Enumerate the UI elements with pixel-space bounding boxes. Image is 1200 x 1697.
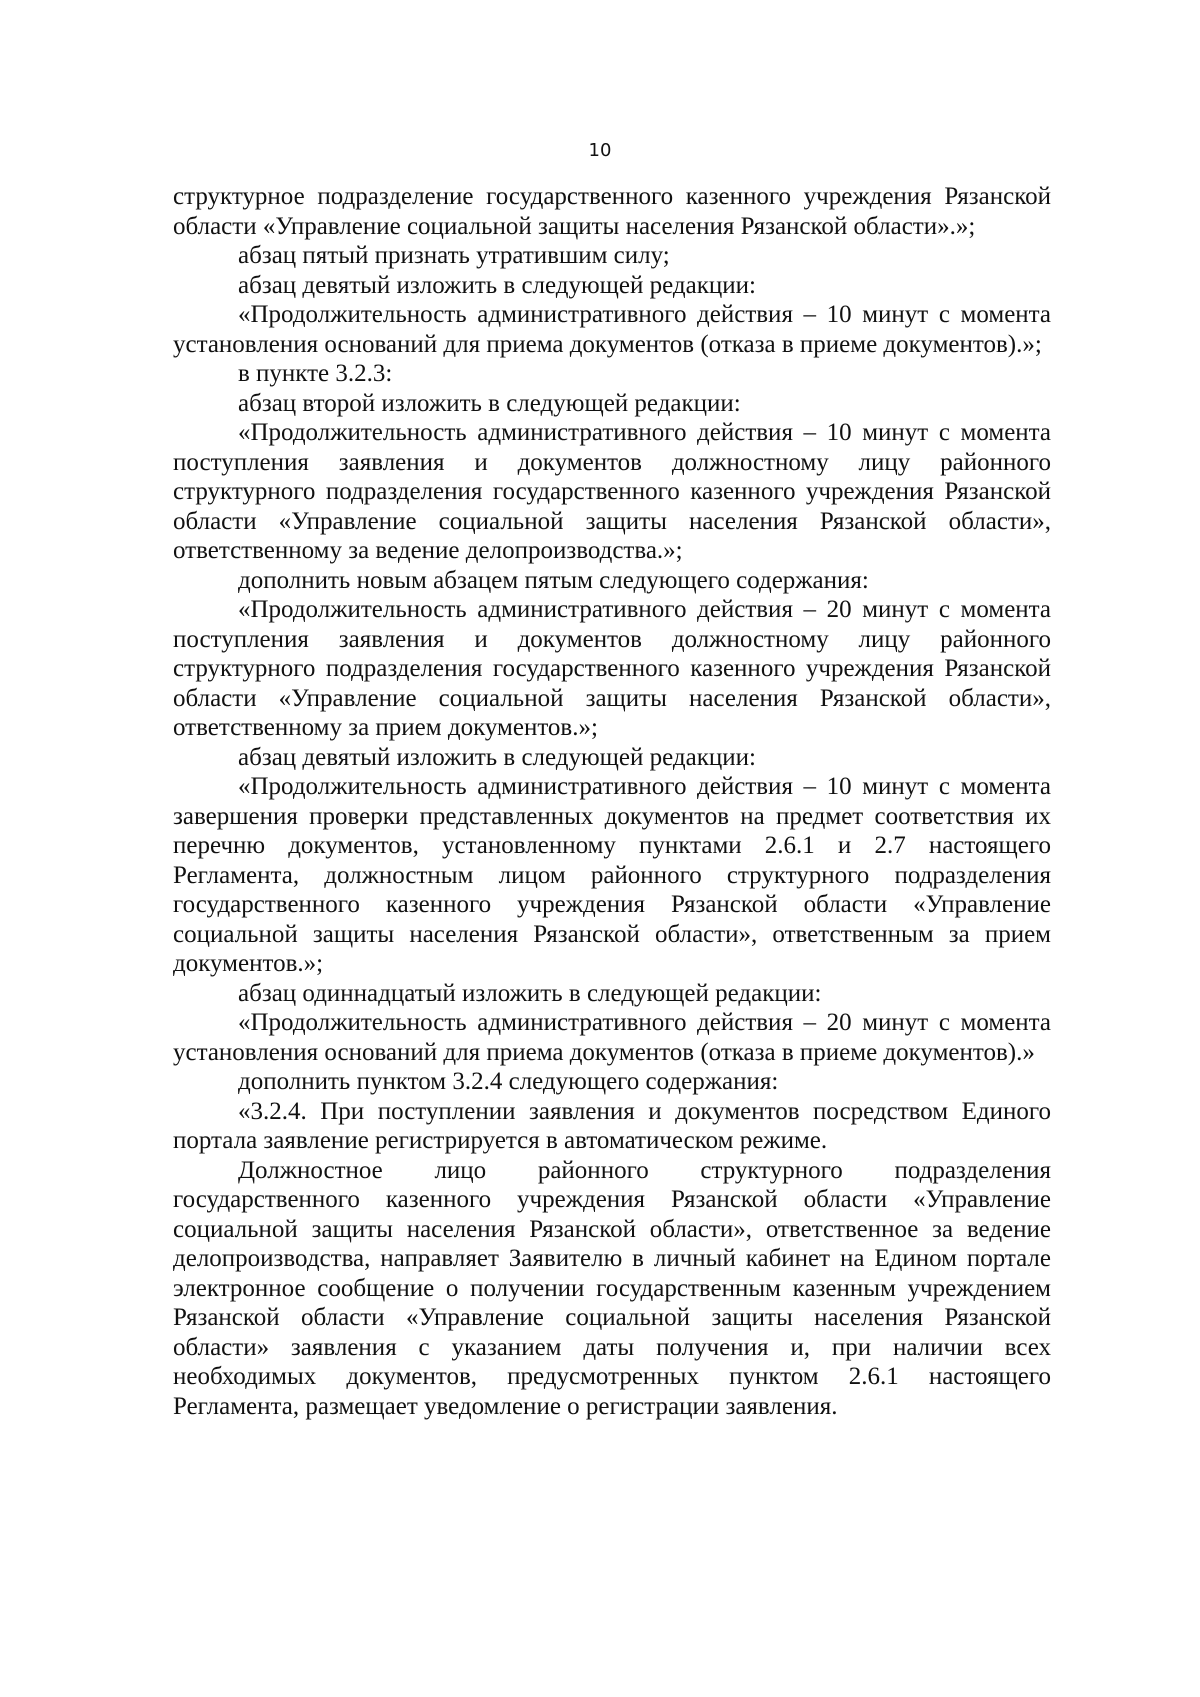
document-body <box>173 182 1051 1421</box>
paragraph: абзац одиннадцатый изложить в следующей редакции: <box>238 979 822 1007</box>
paragraph-continuation: структурное подразделение государственного казенного учреждения Рязанской области «Управление социальной защиты населения Рязанской области».»; <box>173 183 1051 240</box>
paragraph: абзац девятый изложить в следующей редакции: <box>238 743 756 771</box>
paragraph-quote: «Продолжительность административного действия – 20 минут с момента поступления заявления и документов должностному лицу районного структурного подразделения государственного казенного учреждения Рязанской области «Управление социальной защиты населения Рязанской области», ответственному за прием документов.»; <box>173 596 1051 741</box>
paragraph: абзац девятый изложить в следующей редакции: <box>238 271 756 299</box>
paragraph: Должностное лицо районного структурного подразделения государственного казенного учреждения Рязанской области «Управление социальной защиты населения Рязанской области», ответственное за ведение делопроизводства, направляет Заявителю в личный кабинет на Едином портале электронное сообщение о получении государственным казенным учреждением Рязанской области «Управление социальной защиты населения Рязанской области» заявления с указанием даты получения и, при наличии всех необходимых документов, предусмотренных пунктом 2.6.1 настоящего Регламента, размещает уведомление о регистрации заявления. <box>173 1156 1051 1420</box>
paragraph: абзац второй изложить в следующей редакции: <box>238 389 741 417</box>
paragraph-quote: «Продолжительность административного действия – 20 минут с момента установления оснований для приема документов (отказа в приеме документов).» <box>173 1009 1051 1066</box>
paragraph: абзац пятый признать утратившим силу; <box>238 242 670 269</box>
paragraph-quote: «Продолжительность административного действия – 10 минут с момента поступления заявления и документов должностному лицу районного структурного подразделения государственного казенного учреждения Рязанской области «Управление социальной защиты населения Рязанской области», ответственному за ведение делопроизводства.»; <box>173 419 1051 564</box>
paragraph: в пункте 3.2.3: <box>238 360 393 387</box>
page-number: 10 <box>588 140 612 161</box>
paragraph-quote: «Продолжительность административного действия – 10 минут с момента установления оснований для приема документов (отказа в приеме документов).»; <box>173 301 1051 358</box>
paragraph-quote: «Продолжительность административного действия – 10 минут с момента завершения проверки представленных документов на предмет соответствия их перечню документов, установленному пунктами 2.6.1 и 2.7 настоящего Регламента, должностным лицом районного структурного подразделения государственного казенного учреждения Рязанской области «Управление социальной защиты населения Рязанской области», ответственным за прием документов.»; <box>173 773 1051 977</box>
paragraph: дополнить пунктом 3.2.4 следующего содержания: <box>238 1068 779 1095</box>
paragraph-quote: «3.2.4. При поступлении заявления и документов посредством Единого портала заявление регистрируется в автоматическом режиме. <box>173 1097 1051 1154</box>
paragraph: дополнить новым абзацем пятым следующего содержания: <box>238 566 869 594</box>
